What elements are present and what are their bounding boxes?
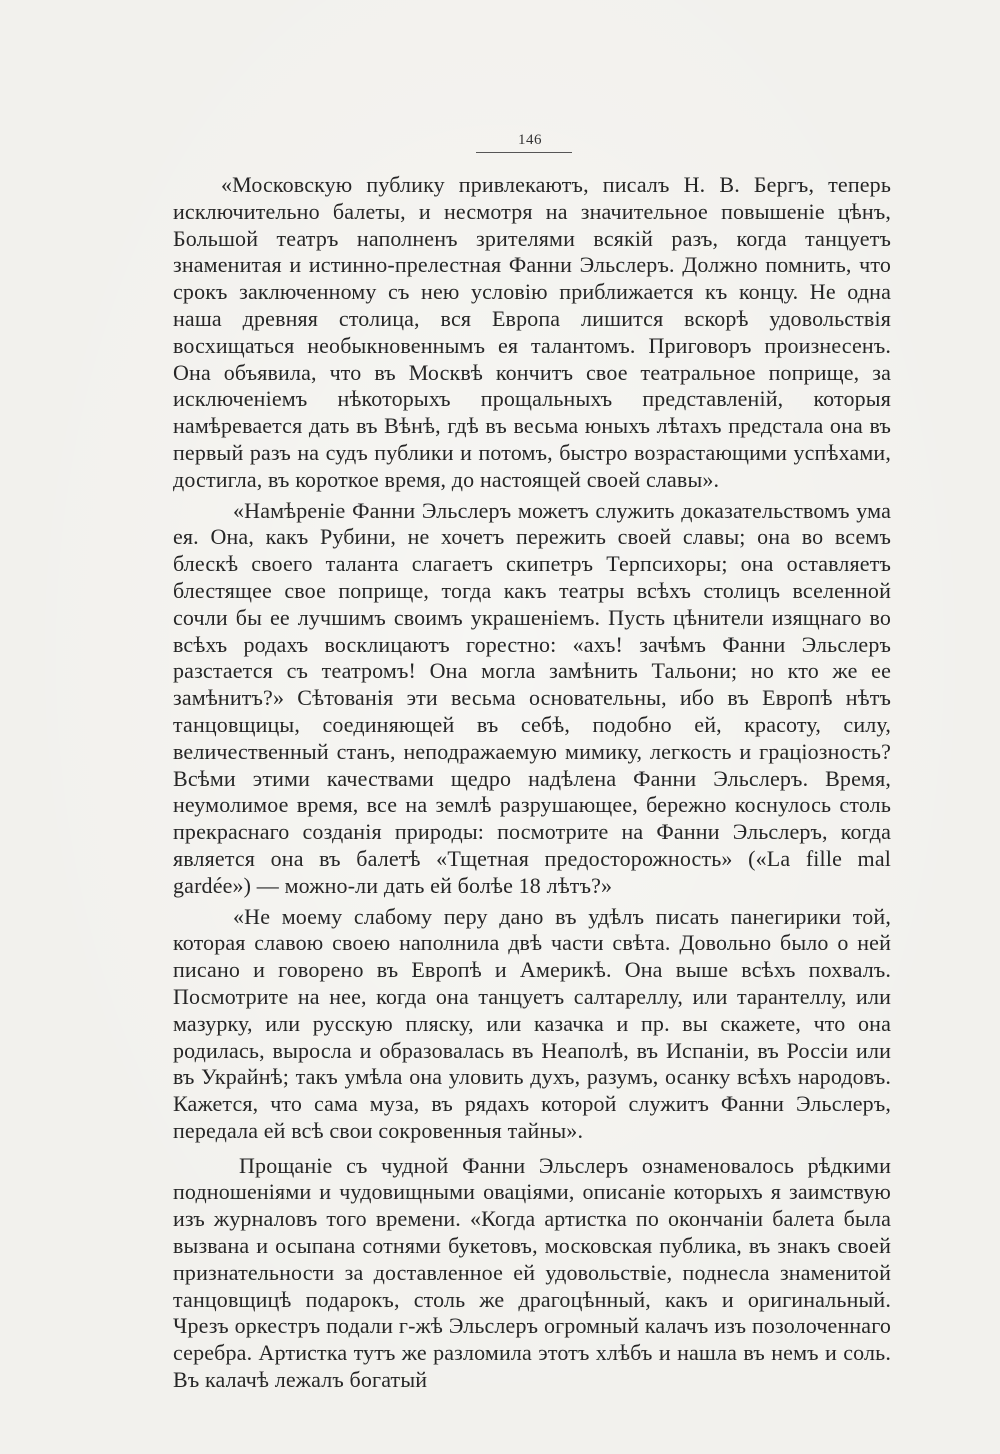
- page-number-rule: [476, 152, 572, 153]
- body-text: [173, 172, 891, 1398]
- page-number: 146: [518, 132, 542, 148]
- paragraph-farewell: Прощаніе съ чудной Фанни Эльслеръ ознаменовалось рѣдкими подношеніями и чудовищными оваціями, описаніе которыхъ я заимствую изъ журналовъ того времени. «Когда артистка по окончаніи балета была вызвана и осыпана сотнями букетовъ, московская публика, въ знакъ своей признательности за доставленное ей удовольствіе, поднесла знаменитой танцовщицѣ подарокъ, столь же драгоцѣнный, какъ и оригинальный. Чрезъ оркестръ подали г-жѣ Эльслеръ огромный калачъ изъ позолоченнаго серебра. Артистка тутъ же разломила этотъ хлѣбъ и нашла въ немъ и соль. Въ калачѣ лежалъ богатый: [173, 1152, 891, 1393]
- paragraph-panegyric: «Не моему слабому перу дано въ удѣлъ писать панегирики той, которая славою своею наполнила двѣ части свѣта. Довольно было о ней писано и говорено въ Европѣ и Америкѣ. Она выше всѣхъ похвалъ. Посмотрите на нее, когда она танцуетъ салтареллу, или тарантеллу, или мазурку, или русскую пляску, или казачка и пр. вы скажете, что она родилась, выросла и образовалась въ Неаполѣ, въ Испаніи, въ Россіи или въ Украйнѣ; такъ умѣла она уловить духъ, разумъ, осанку всѣхъ народовъ. Кажется, что сама муза, въ рядахъ которой служитъ Фанни Эльслеръ, передала ей всѣ свои сокровенныя тайны».: [173, 903, 891, 1143]
- paragraph-berg-quote: «Московскую публику привлекаютъ, писалъ Н. В. Бергъ, теперь исключительно балеты, и несмотря на значительное повышеніе цѣнъ, Большой театръ наполненъ зрителями всякій разъ, когда танцуетъ знаменитая и истинно-прелестная Фанни Эльслеръ. Должно помнить, что срокъ заключенному съ нею условію приближается къ концу. Не одна наша древняя столица, вся Европа лишится вскорѣ удовольствія восхищаться необыкновеннымъ ея талантомъ. Приговоръ произнесенъ. Она объявила, что въ Москвѣ кончитъ свое театральное поприще, за исключеніемъ нѣкоторыхъ прощальныхъ представленій, которыя намѣревается дать въ Вѣнѣ, гдѣ въ весьма юныхъ лѣтахъ предстала она въ первый разъ на судъ публики и потомъ, быстро возрастающими успѣхами, достигла, въ короткое время, до настоящей своей славы».: [173, 172, 891, 492]
- paragraph-elssler-intention: «Намѣреніе Фанни Эльслеръ можетъ служить доказательствомъ ума ея. Она, какъ Рубини, не хочетъ пережить своей славы; она во всемъ блескѣ своего таланта слагаетъ скипетръ Терпсихоры; она оставляетъ блестящее свое поприще, тогда какъ театры всѣхъ столицъ вселенной сочли бы ее лучшимъ своимъ украшеніемъ. Пусть цѣнители изящнаго во всѣхъ родахъ восклицаютъ горестно: «ахъ! зачѣмъ Фанни Эльслеръ разстается съ театромъ! Она могла замѣнить Тальони; но кто же ее замѣнитъ?» Сѣтованія эти весьма основательны, ибо въ Европѣ нѣтъ танцовщицы, соединяющей въ себѣ, подобно ей, красоту, силу, величественный станъ, неподражаемую мимику, легкость и граціозность? Всѣми этими качествами щедро надѣлена Фанни Эльслеръ. Время, неумолимое время, все на землѣ разрушающее, бережно коснулось столь прекраснаго созданія природы: посмотрите на Фанни Эльслеръ, когда является она въ балетѣ «Тщетная предосторожность» («La fille mal gardée») — можно-ли дать ей болѣе 18 лѣтъ?»: [173, 497, 891, 898]
